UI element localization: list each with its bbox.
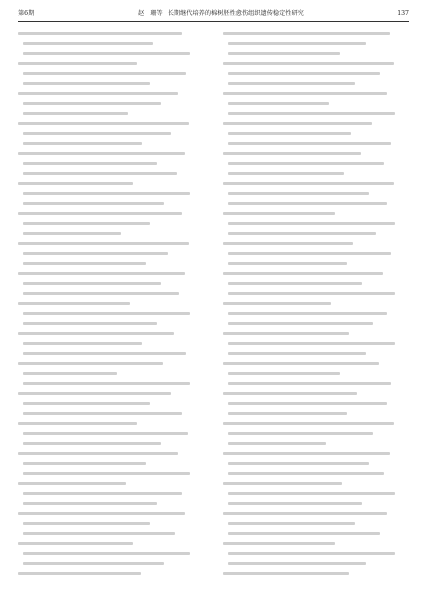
unreadable-text-placeholder bbox=[223, 392, 357, 395]
reference-line bbox=[23, 138, 204, 148]
reference-line bbox=[23, 68, 204, 78]
reference-line bbox=[223, 178, 409, 188]
unreadable-text-placeholder bbox=[18, 272, 185, 275]
unreadable-text-placeholder bbox=[228, 312, 387, 315]
unreadable-text-placeholder bbox=[228, 232, 376, 235]
reference-line bbox=[223, 478, 409, 488]
reference-line bbox=[223, 508, 409, 518]
reference-line bbox=[223, 118, 409, 128]
unreadable-text-placeholder bbox=[223, 152, 361, 155]
reference-line bbox=[223, 238, 409, 248]
unreadable-text-placeholder bbox=[228, 382, 391, 385]
reference-line bbox=[228, 378, 409, 388]
reference-line bbox=[228, 158, 409, 168]
unreadable-text-placeholder bbox=[23, 202, 164, 205]
reference-line bbox=[228, 528, 409, 538]
unreadable-text-placeholder bbox=[23, 462, 146, 465]
reference-line bbox=[23, 288, 204, 298]
header-title bbox=[138, 8, 304, 20]
reference-line bbox=[228, 438, 409, 448]
unreadable-text-placeholder bbox=[228, 132, 351, 135]
reference-line bbox=[228, 558, 409, 568]
reference-line bbox=[223, 568, 409, 578]
unreadable-text-placeholder bbox=[18, 422, 137, 425]
reference-line bbox=[23, 408, 204, 418]
unreadable-text-placeholder bbox=[23, 552, 190, 555]
reference-line bbox=[18, 238, 204, 248]
unreadable-text-placeholder bbox=[18, 92, 178, 95]
reference-line bbox=[228, 308, 409, 318]
reference-line bbox=[223, 148, 409, 158]
reference-line bbox=[18, 418, 204, 428]
reference-line bbox=[23, 518, 204, 528]
unreadable-text-placeholder bbox=[228, 52, 340, 55]
reference-line bbox=[228, 38, 409, 48]
reference-line bbox=[23, 348, 204, 358]
reference-line bbox=[228, 428, 409, 438]
unreadable-text-placeholder bbox=[228, 322, 373, 325]
unreadable-text-placeholder bbox=[23, 252, 168, 255]
reference-line bbox=[228, 458, 409, 468]
unreadable-text-placeholder bbox=[228, 472, 384, 475]
unreadable-text-placeholder bbox=[18, 152, 185, 155]
unreadable-text-placeholder bbox=[228, 72, 380, 75]
reference-line bbox=[228, 518, 409, 528]
unreadable-text-placeholder bbox=[18, 572, 141, 575]
reference-line bbox=[228, 338, 409, 348]
unreadable-text-placeholder bbox=[23, 262, 146, 265]
reference-line bbox=[228, 398, 409, 408]
unreadable-text-placeholder bbox=[18, 512, 185, 515]
reference-line bbox=[23, 528, 204, 538]
reference-line bbox=[228, 488, 409, 498]
unreadable-text-placeholder bbox=[228, 222, 395, 225]
reference-line bbox=[228, 498, 409, 508]
unreadable-text-placeholder bbox=[23, 72, 186, 75]
header-rule bbox=[18, 21, 409, 22]
unreadable-text-placeholder bbox=[23, 342, 142, 345]
unreadable-text-placeholder bbox=[18, 362, 163, 365]
unreadable-text-placeholder bbox=[23, 352, 186, 355]
unreadable-text-placeholder bbox=[228, 462, 369, 465]
reference-line bbox=[18, 568, 204, 578]
unreadable-text-placeholder bbox=[23, 112, 128, 115]
unreadable-text-placeholder bbox=[228, 42, 366, 45]
unreadable-text-placeholder bbox=[223, 122, 372, 125]
unreadable-text-placeholder bbox=[223, 542, 335, 545]
reference-line bbox=[23, 278, 204, 288]
unreadable-text-placeholder bbox=[223, 362, 379, 365]
page-header bbox=[18, 8, 409, 20]
unreadable-text-placeholder bbox=[23, 102, 161, 105]
unreadable-text-placeholder bbox=[223, 572, 349, 575]
page-number: 137 bbox=[397, 10, 409, 17]
reference-line bbox=[23, 438, 204, 448]
reference-line bbox=[18, 148, 204, 158]
reference-line bbox=[223, 268, 409, 278]
unreadable-text-placeholder bbox=[23, 402, 150, 405]
unreadable-text-placeholder bbox=[228, 532, 380, 535]
reference-line bbox=[228, 348, 409, 358]
unreadable-text-placeholder bbox=[18, 452, 178, 455]
unreadable-text-placeholder bbox=[18, 32, 182, 35]
unreadable-text-placeholder bbox=[23, 52, 190, 55]
unreadable-text-placeholder bbox=[223, 302, 331, 305]
unreadable-text-placeholder bbox=[23, 382, 190, 385]
reference-line bbox=[223, 88, 409, 98]
unreadable-text-placeholder bbox=[223, 512, 387, 515]
reference-line bbox=[23, 38, 204, 48]
unreadable-text-placeholder bbox=[228, 552, 395, 555]
reference-line bbox=[223, 298, 409, 308]
unreadable-text-placeholder bbox=[223, 332, 349, 335]
unreadable-text-placeholder bbox=[228, 412, 347, 415]
reference-line bbox=[18, 88, 204, 98]
header-authors: 赵 珊等 bbox=[138, 10, 163, 17]
unreadable-text-placeholder bbox=[223, 272, 383, 275]
reference-line bbox=[23, 228, 204, 238]
unreadable-text-placeholder bbox=[23, 232, 121, 235]
unreadable-text-placeholder bbox=[23, 492, 182, 495]
reference-line bbox=[23, 458, 204, 468]
unreadable-text-placeholder bbox=[23, 312, 190, 315]
reference-line bbox=[18, 358, 204, 368]
reference-line bbox=[223, 358, 409, 368]
reference-line bbox=[23, 398, 204, 408]
reference-line bbox=[18, 178, 204, 188]
reference-line bbox=[18, 448, 204, 458]
unreadable-text-placeholder bbox=[228, 112, 395, 115]
issue-label: 第6期 bbox=[18, 10, 35, 17]
unreadable-text-placeholder bbox=[23, 562, 164, 565]
reference-line bbox=[18, 328, 204, 338]
reference-line bbox=[18, 28, 204, 38]
unreadable-text-placeholder bbox=[18, 212, 182, 215]
reference-line bbox=[228, 78, 409, 88]
reference-line bbox=[23, 198, 204, 208]
reference-line bbox=[223, 448, 409, 458]
reference-line bbox=[228, 288, 409, 298]
reference-line bbox=[23, 128, 204, 138]
unreadable-text-placeholder bbox=[228, 202, 387, 205]
reference-line bbox=[23, 338, 204, 348]
reference-line bbox=[18, 58, 204, 68]
unreadable-text-placeholder bbox=[23, 162, 157, 165]
reference-line bbox=[228, 218, 409, 228]
unreadable-text-placeholder bbox=[228, 492, 395, 495]
unreadable-text-placeholder bbox=[23, 432, 188, 435]
unreadable-text-placeholder bbox=[228, 252, 391, 255]
unreadable-text-placeholder bbox=[18, 482, 126, 485]
unreadable-text-placeholder bbox=[18, 62, 137, 65]
reference-line bbox=[23, 168, 204, 178]
reference-line bbox=[228, 318, 409, 328]
reference-line bbox=[18, 478, 204, 488]
reference-line bbox=[23, 548, 204, 558]
reference-line bbox=[23, 318, 204, 328]
reference-line bbox=[223, 28, 409, 38]
reference-line bbox=[23, 488, 204, 498]
reference-line bbox=[23, 188, 204, 198]
unreadable-text-placeholder bbox=[23, 532, 175, 535]
reference-line bbox=[23, 78, 204, 88]
unreadable-text-placeholder bbox=[228, 102, 329, 105]
unreadable-text-placeholder bbox=[223, 452, 390, 455]
unreadable-text-placeholder bbox=[23, 42, 153, 45]
reference-line bbox=[228, 248, 409, 258]
unreadable-text-placeholder bbox=[228, 162, 384, 165]
reference-line bbox=[23, 558, 204, 568]
unreadable-text-placeholder bbox=[223, 62, 394, 65]
reference-line bbox=[228, 548, 409, 558]
reference-line bbox=[18, 508, 204, 518]
unreadable-text-placeholder bbox=[228, 522, 355, 525]
unreadable-text-placeholder bbox=[23, 502, 157, 505]
reference-line bbox=[18, 538, 204, 548]
reference-line bbox=[228, 188, 409, 198]
reference-line bbox=[228, 228, 409, 238]
reference-line bbox=[23, 258, 204, 268]
unreadable-text-placeholder bbox=[223, 242, 353, 245]
right-reference-column bbox=[223, 28, 409, 578]
reference-line bbox=[223, 208, 409, 218]
unreadable-text-placeholder bbox=[228, 142, 391, 145]
running-title: 长期继代培养的棉树胚性愈伤组织遗传稳定性研究 bbox=[167, 10, 304, 17]
unreadable-text-placeholder bbox=[228, 262, 347, 265]
reference-line bbox=[18, 268, 204, 278]
reference-line bbox=[23, 468, 204, 478]
unreadable-text-placeholder bbox=[228, 342, 395, 345]
unreadable-text-placeholder bbox=[223, 32, 390, 35]
unreadable-text-placeholder bbox=[228, 352, 366, 355]
reference-line bbox=[223, 388, 409, 398]
unreadable-text-placeholder bbox=[18, 542, 133, 545]
unreadable-text-placeholder bbox=[23, 82, 150, 85]
reference-line bbox=[23, 108, 204, 118]
unreadable-text-placeholder bbox=[23, 192, 190, 195]
reference-line bbox=[228, 48, 409, 58]
unreadable-text-placeholder bbox=[228, 432, 373, 435]
reference-line bbox=[228, 98, 409, 108]
reference-line bbox=[23, 308, 204, 318]
reference-line bbox=[23, 98, 204, 108]
reference-line bbox=[23, 158, 204, 168]
reference-line bbox=[18, 388, 204, 398]
unreadable-text-placeholder bbox=[23, 322, 157, 325]
unreadable-text-placeholder bbox=[23, 132, 171, 135]
unreadable-text-placeholder bbox=[18, 242, 189, 245]
reference-line bbox=[23, 498, 204, 508]
unreadable-text-placeholder bbox=[228, 562, 366, 565]
unreadable-text-placeholder bbox=[23, 522, 150, 525]
reference-line bbox=[23, 368, 204, 378]
reference-line bbox=[228, 368, 409, 378]
reference-line bbox=[228, 68, 409, 78]
unreadable-text-placeholder bbox=[228, 442, 326, 445]
reference-line bbox=[228, 128, 409, 138]
unreadable-text-placeholder bbox=[23, 292, 179, 295]
reference-line bbox=[18, 208, 204, 218]
left-reference-column bbox=[18, 28, 204, 578]
unreadable-text-placeholder bbox=[223, 182, 394, 185]
unreadable-text-placeholder bbox=[18, 332, 174, 335]
unreadable-text-placeholder bbox=[23, 412, 182, 415]
unreadable-text-placeholder bbox=[18, 392, 171, 395]
reference-line bbox=[223, 538, 409, 548]
unreadable-text-placeholder bbox=[228, 502, 362, 505]
unreadable-text-placeholder bbox=[228, 172, 344, 175]
reference-line bbox=[228, 138, 409, 148]
unreadable-text-placeholder bbox=[18, 302, 130, 305]
reference-line bbox=[18, 118, 204, 128]
reference-line bbox=[18, 298, 204, 308]
unreadable-text-placeholder bbox=[23, 472, 190, 475]
unreadable-text-placeholder bbox=[223, 212, 335, 215]
reference-line bbox=[228, 108, 409, 118]
unreadable-text-placeholder bbox=[223, 422, 394, 425]
reference-line bbox=[223, 328, 409, 338]
unreadable-text-placeholder bbox=[18, 182, 133, 185]
reference-line bbox=[223, 418, 409, 428]
reference-line bbox=[228, 408, 409, 418]
reference-line bbox=[23, 218, 204, 228]
reference-line bbox=[228, 258, 409, 268]
reference-line bbox=[23, 248, 204, 258]
unreadable-text-placeholder bbox=[228, 282, 362, 285]
unreadable-text-placeholder bbox=[23, 142, 142, 145]
reference-line bbox=[228, 468, 409, 478]
unreadable-text-placeholder bbox=[228, 402, 387, 405]
unreadable-text-placeholder bbox=[23, 172, 177, 175]
unreadable-text-placeholder bbox=[228, 292, 395, 295]
reference-line bbox=[228, 198, 409, 208]
reference-line bbox=[228, 168, 409, 178]
unreadable-text-placeholder bbox=[23, 372, 117, 375]
reference-line bbox=[223, 58, 409, 68]
reference-line bbox=[23, 378, 204, 388]
unreadable-text-placeholder bbox=[18, 122, 189, 125]
unreadable-text-placeholder bbox=[228, 372, 340, 375]
reference-line bbox=[23, 428, 204, 438]
unreadable-text-placeholder bbox=[228, 192, 369, 195]
unreadable-text-placeholder bbox=[223, 92, 387, 95]
unreadable-text-placeholder bbox=[23, 222, 150, 225]
unreadable-text-placeholder bbox=[23, 282, 161, 285]
unreadable-text-placeholder bbox=[223, 482, 342, 485]
unreadable-text-placeholder bbox=[228, 82, 355, 85]
reference-line bbox=[228, 278, 409, 288]
reference-line bbox=[23, 48, 204, 58]
unreadable-text-placeholder bbox=[23, 442, 161, 445]
